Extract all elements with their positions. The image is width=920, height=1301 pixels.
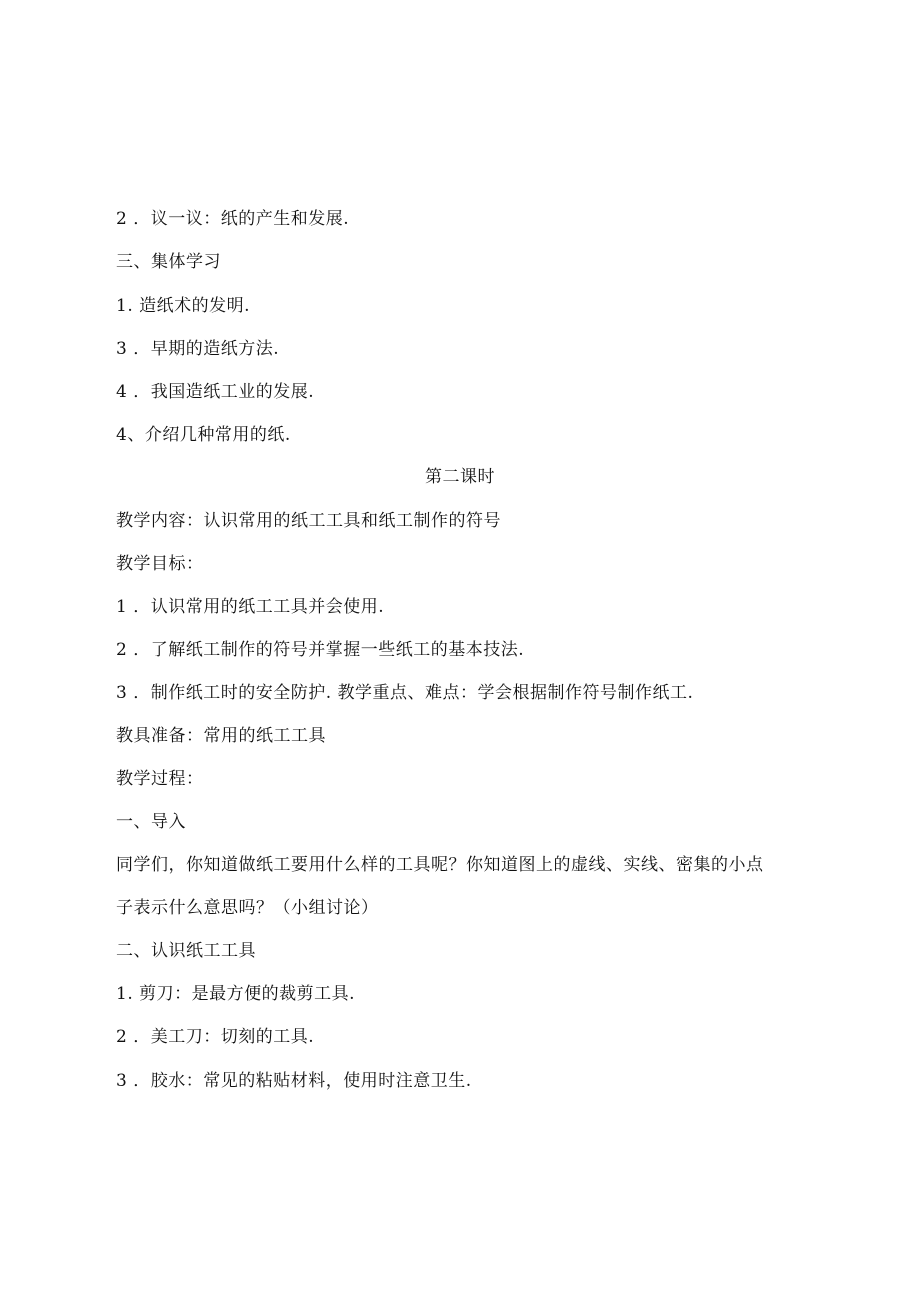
section-heading: 一、导入 <box>116 812 186 832</box>
text-line: 子表示什么意思吗？（小组讨论） <box>116 898 379 918</box>
text-line: 2 ．了解纸工制作的符号并掌握一些纸工的基本技法. <box>116 640 525 660</box>
text-line: 1. 造纸术的发明. <box>116 296 251 316</box>
text-line: 1 ．认识常用的纸工工具并会使用. <box>116 597 385 617</box>
text-line: 教学内容：认识常用的纸工工具和纸工制作的符号 <box>116 511 501 531</box>
text-line: 3 ．制作纸工时的安全防护. 教学重点、难点：学会根据制作符号制作纸工. <box>116 683 694 703</box>
text-line: 2 ．美工刀：切刻的工具. <box>116 1027 315 1047</box>
text-line: 4、介绍几种常用的纸. <box>116 425 291 445</box>
text-line: 教学过程： <box>116 769 204 789</box>
text-line: 教具准备：常用的纸工工具 <box>116 726 326 746</box>
text-line: 3 ．早期的造纸方法. <box>116 339 280 359</box>
text-line: 同学们，你知道做纸工要用什么样的工具呢？你知道图上的虚线、实线、密集的小点 <box>116 855 764 875</box>
text-line: 1. 剪刀：是最方便的裁剪工具. <box>116 984 356 1004</box>
section-heading: 三、集体学习 <box>116 252 221 272</box>
text-line: 4 ．我国造纸工业的发展. <box>116 382 315 402</box>
text-line: 2 ．议一议：纸的产生和发展. <box>116 209 350 229</box>
lesson-title: 第二课时 <box>425 467 495 487</box>
text-line: 3 ．胶水：常见的粘贴材料，使用时注意卫生. <box>116 1071 472 1091</box>
section-heading: 二、认识纸工工具 <box>116 941 256 961</box>
text-line: 教学目标： <box>116 554 204 574</box>
